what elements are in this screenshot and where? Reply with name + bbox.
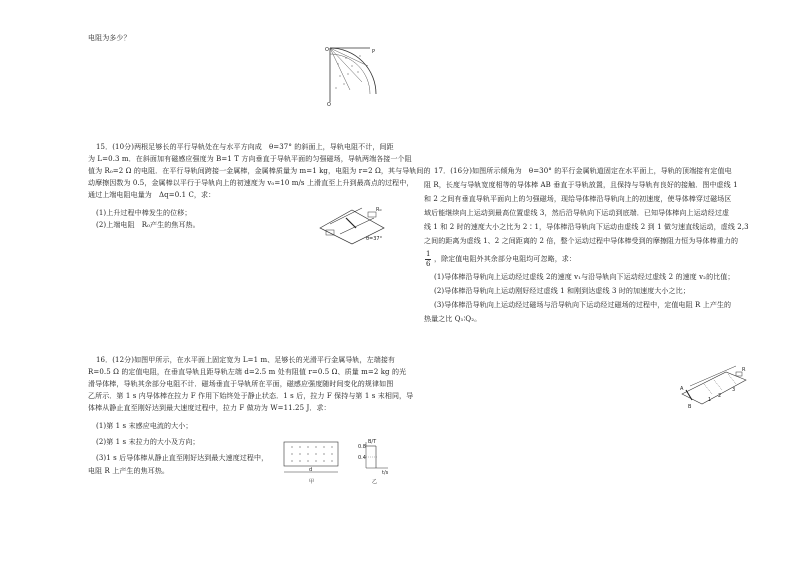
- q16-line: R=0.5 Ω 的定值电阻，在垂直导轨且距导轨左端 d=2.5 m 处有阻值 r=0.5 Ω、质量 m=2 kg 的光: [88, 368, 407, 376]
- figure-q17-incline: [678, 364, 750, 410]
- q15-line: 值为 R₀=2 Ω 的电阻．在平行导轨间跨接一金属棒，金属棒质量为 m=1 kg，电阻为 r=2 Ω，其与导轨间的: [88, 167, 431, 175]
- q16-line: 体棒从静止直至刚好达到最大速度过程中，拉力 F 做功为 W=11.25 J．求：: [88, 404, 331, 412]
- q17-sub: (2)导体棒沿导轨向上运动刚好经过虚线 1 和刚到达虚线 3 时的加速度大小之比；: [434, 287, 690, 295]
- q17-line: 之间的距离为虚线 1、2 之间距离的 2 倍，整个运动过程中导体棒受到的摩擦阻力恒为导体棒重力的: [424, 237, 739, 245]
- q17-sub: (1)导体棒沿导轨向上运动经过虚线 2的速度 v₁与沿导轨向下运动经过虚线 2 的速度 v₂的比值；: [434, 273, 735, 281]
- label-o: O: [325, 47, 329, 53]
- q17-frac-num: 1: [426, 250, 431, 258]
- label-jia: 甲: [309, 479, 315, 485]
- q16-line: 滑导体棒，导轨其余部分电阻不计．磁场垂直于导轨所在平面，磁感应强度随时间变化的规律如图: [88, 380, 394, 388]
- q17-line: 和 2 之间有垂直导轨平面向上的匀强磁场，现给导体棒沿导轨向上的初速度，使导体棒穿过磁场区: [424, 195, 732, 203]
- q15-sub: (2)上端电阻 R₀产生的焦耳热。: [96, 221, 200, 229]
- figure-q15-inclined-rails: [316, 200, 386, 246]
- label-b: B: [688, 404, 692, 410]
- q15-line: 动摩擦因数为 0.5，金属棒以平行于导轨向上的初速度为 v₀=10 m/s 上滑直至上升到最高点的过程中，: [88, 179, 414, 187]
- q17-sub: 热量之比 Q₁∶Q₂。: [424, 315, 482, 323]
- q15-line: 为 L=0.3 m．在斜面加有磁感应强度为 B=1 T 方向垂直于导轨平面的匀强磁场，导轨两端各接一个阻: [88, 155, 412, 163]
- label-angle: θ=37°: [366, 236, 383, 242]
- label-r: R: [742, 367, 746, 373]
- label-08: 0.8: [358, 444, 366, 450]
- q16-line: 16．(12分)如图甲所示，在水平面上固定宽为 L=1 m、足够长的光滑平行金属导轨，左端接有: [96, 356, 396, 364]
- q15-line: 通过上端电阻电量为 Δq=0.1 C，求：: [88, 191, 216, 199]
- label-2: 2: [718, 393, 722, 399]
- q16-sub: (2)第 1 s 末拉力的大小及方向；: [96, 438, 200, 446]
- q17-frac-den: 6: [426, 260, 431, 268]
- q16-line: 乙所示．第 1 s 内导体棒在拉力 F 作用下始终处于静止状态．1 s 后，拉力 F 保持与第 1 s 末相同，导: [88, 392, 414, 400]
- label-1: 1: [708, 397, 712, 403]
- label-r0: R₀: [376, 207, 382, 213]
- q17-sub: (3)导体棒沿导轨向上运动经过磁场与沿导轨向下运动经过磁场的过程中，定值电阻 R 上产生的: [434, 301, 732, 309]
- label-04: 0.4: [358, 455, 366, 461]
- label-3: 3: [732, 387, 736, 393]
- label-p: P: [372, 49, 376, 55]
- label-ts: t/s: [382, 470, 389, 476]
- label-a: A: [680, 386, 684, 392]
- q17-line: 域后能继续向上运动到最高位置虚线 3，然后沿导轨向下运动到底端．已知导体棒向上运动经过虚: [424, 209, 730, 217]
- figure-q16: [282, 438, 394, 486]
- label-q: Q: [327, 102, 331, 106]
- q15-line: 15．(10分)两根足够长的平行导轨处在与水平方向成 θ=37° 的斜面上，导轨电阻不计，间距: [96, 143, 394, 151]
- q17-frac-tail: ，除定值电阻外其余部分电阻均可忽略，求：: [434, 255, 576, 263]
- top-line: 电阻为多少？: [88, 34, 131, 42]
- figure-quarter-circle: [322, 44, 382, 106]
- label-d: d: [309, 467, 313, 473]
- q17-line: 线 1 和 2 时的速度大小之比为 2∶1，导体棒沿导轨向下运动由虚线 2 到 1 做匀速直线运动，虚线 2,3: [424, 223, 749, 231]
- q16-sub: (1)第 1 s 末感应电流的大小；: [96, 422, 193, 430]
- q16-sub: (3)1 s 后导体棒从静止直至刚好达到最大速度过程中，: [96, 454, 269, 462]
- q17-line: 17．(16分)如图所示倾角为 θ=30° 的平行金属轨道固定在水平面上，导轨的顶端接有定值电: [434, 167, 732, 175]
- label-yi: 乙: [372, 479, 378, 485]
- label-bt: B/T: [368, 439, 377, 445]
- q17-line: 阻 R，长度与导轨宽度相等的导体棒 AB 垂直于导轨放置，且保持与导轨有良好的接触．图中虚线 1: [424, 181, 738, 189]
- q15-sub: (1)上升过程中棒发生的位移；: [96, 209, 192, 217]
- q16-sub: 电阻 R 上产生的焦耳热。: [88, 467, 170, 475]
